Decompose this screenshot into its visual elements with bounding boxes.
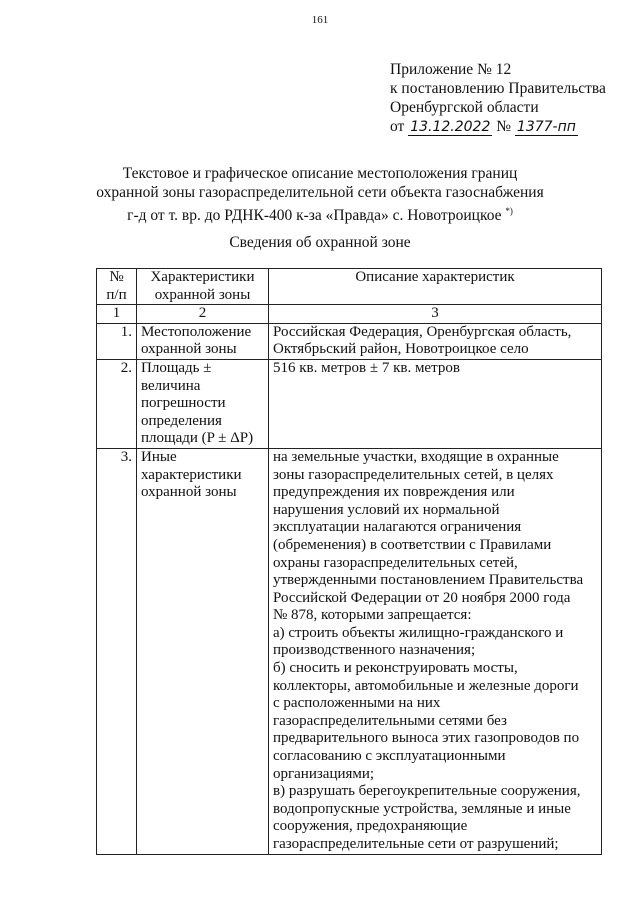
- text-line: организациями;: [273, 765, 375, 782]
- characteristic-description: [269, 448, 602, 854]
- appendix-decree: к постановлению Правительства: [390, 80, 606, 97]
- text-line: водопропускные устройства, земляные и иные: [273, 800, 571, 817]
- footnote-mark: *): [505, 206, 513, 216]
- column-number: 1: [97, 305, 137, 324]
- text-line: п/п: [106, 286, 127, 303]
- handwritten-number: 1377-пп: [516, 119, 576, 135]
- text-line: площади (P ± ΔP): [141, 430, 254, 447]
- appendix-region: Оренбургской области: [390, 99, 539, 116]
- text-line: зоны газораспределительных сетей, в целях: [273, 466, 554, 483]
- characteristic-description: [269, 323, 602, 359]
- text-line: нарушения условий их нормальной: [273, 501, 500, 518]
- header-cell: [97, 269, 137, 305]
- text-line: Октябрьский район, Новотроицкое село: [273, 341, 529, 358]
- table-row: [97, 359, 602, 448]
- text-line: Российская Федерация, Оренбургская область,: [273, 323, 572, 340]
- characteristic-name: [137, 359, 269, 448]
- text-line: Иные: [141, 448, 177, 465]
- text-line: №: [109, 269, 124, 285]
- row-number: 1.: [97, 323, 137, 359]
- text-line: в) разрушать берегоукрепительные сооружения,: [273, 783, 581, 800]
- characteristic-name: [137, 323, 269, 359]
- text-line: коллекторы, автомобильные и железные дороги: [273, 677, 579, 694]
- text-line: предварительного выноса этих газопроводов по: [273, 730, 580, 747]
- date-prefix: от: [390, 118, 405, 135]
- text-line: величина: [141, 377, 201, 394]
- text-line: охраны газораспределительных сетей,: [273, 554, 518, 571]
- column-number-row: [97, 305, 602, 324]
- text-line: характеристики: [141, 466, 242, 483]
- text-line: Местоположение: [141, 323, 252, 340]
- text-line: на земельные участки, входящие в охранные: [273, 448, 559, 465]
- text-line: предупреждения их повреждения или: [273, 484, 515, 501]
- table-header-row: [97, 269, 602, 305]
- handwritten-date: 13.12.2022: [410, 119, 491, 135]
- text-line: № 878, которыми запрещается:: [273, 607, 472, 624]
- table-row: [97, 448, 602, 854]
- text-line: согласованию с эксплуатационными: [273, 748, 506, 765]
- text-line: погрешности: [141, 395, 226, 412]
- row-number: 3.: [97, 448, 137, 854]
- title-line-2: охранной зоны газораспределительной сети объекта газоснабжения: [96, 183, 544, 201]
- appendix-block: [390, 60, 606, 136]
- text-line: газораспределительными сетями без: [273, 712, 507, 729]
- text-line: эксплуатации налагаются ограничения: [273, 519, 522, 536]
- text-line: Описание характеристик: [355, 269, 515, 285]
- zone-info-table: [96, 268, 602, 855]
- text-line: охранной зоны: [141, 484, 237, 501]
- text-line: а) строить объекты жилищно-гражданского и: [273, 624, 564, 641]
- header-cell: [137, 269, 269, 305]
- title-line-3: [0, 202, 640, 226]
- appendix-date-line: [390, 117, 606, 136]
- text-line: охранной зоны: [141, 341, 237, 358]
- number-sign: №: [496, 118, 512, 135]
- text-line: газораспределительные сети от разрушений;: [273, 836, 559, 852]
- text-line: Российской Федерации от 20 ноября 2000 года: [273, 589, 571, 606]
- text-line: Площадь ±: [141, 359, 212, 376]
- page-number: 161: [311, 14, 329, 26]
- text-line: 516 кв. метров ± 7 кв. метров: [273, 359, 460, 376]
- text-line: б) сносить и реконструировать мосты,: [273, 660, 518, 677]
- section-subtitle: Сведения об охранной зоне: [229, 234, 411, 251]
- text-line: сооружения, предохраняющие: [273, 818, 468, 835]
- text-line: охранной зоны: [154, 286, 251, 303]
- row-number: 2.: [97, 359, 137, 448]
- header-cell: [269, 269, 602, 305]
- characteristic-description: [269, 359, 602, 448]
- text-line: Характеристики: [150, 269, 255, 285]
- column-number: 2: [137, 305, 269, 324]
- column-number: 3: [269, 305, 602, 324]
- text-line: определения: [141, 412, 222, 429]
- document-title: [0, 165, 640, 226]
- text-line: производственного назначения;: [273, 642, 476, 659]
- table-row: [97, 323, 602, 359]
- title-line-1: Текстовое и графическое описание местоположения границ: [122, 165, 518, 182]
- text-line: утвержденными постановлением Правительства: [273, 572, 584, 589]
- text-line: (обременения) в соответствии с Правилами: [273, 536, 552, 553]
- appendix-title: Приложение № 12: [390, 61, 512, 78]
- text-line: с расположенными на них: [273, 695, 441, 712]
- characteristic-name: [137, 448, 269, 854]
- title-line-3-text: г-д от т. вр. до РДНК-400 к-за «Правда» с. Новотроицкое: [127, 207, 502, 225]
